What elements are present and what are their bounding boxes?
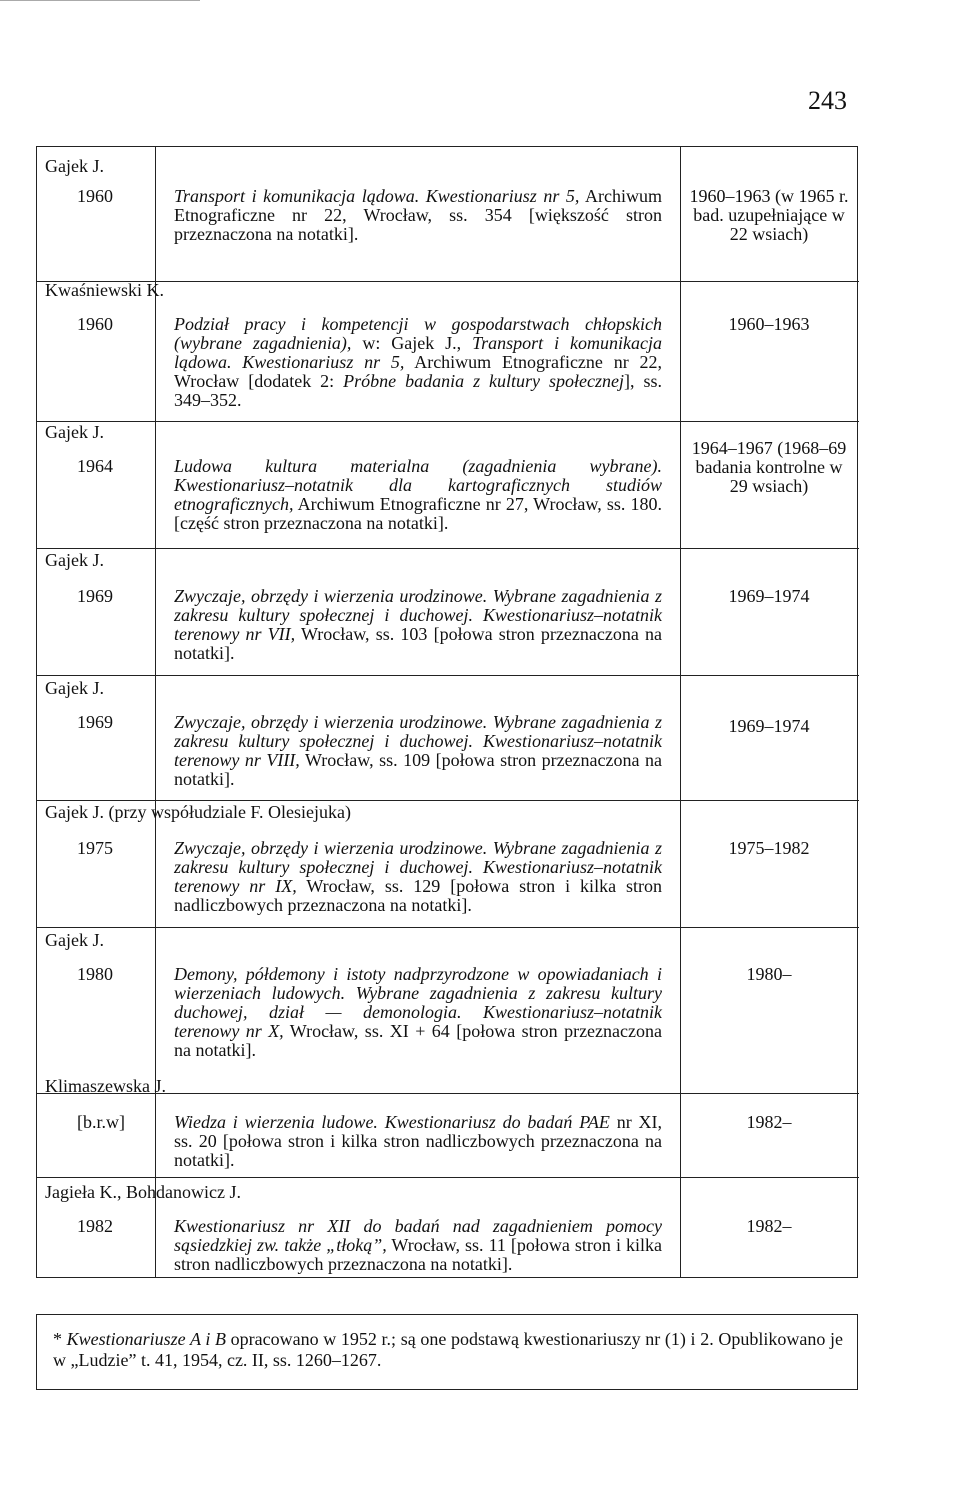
footnote-marker: *: [53, 1329, 67, 1349]
entry-details: Archiwum Etnograficzne nr 27, Wrocław, ss. 180. [część stron przeznaczona na notatki].: [174, 494, 662, 533]
row-divider: [37, 927, 859, 928]
entry-author: Kwaśniewski K.: [45, 280, 164, 300]
entry-title: Transport i komunikacja lądowa. Kwestionariusz nr 5,: [174, 186, 580, 206]
bibliography-table: [36, 146, 858, 1278]
entry-description: [174, 713, 662, 789]
entry-description: [174, 1217, 662, 1274]
entry-details: Wrocław, ss. XI + 64 [połowa stron przeznaczona na notatki].: [174, 1021, 662, 1060]
entry-author: Gajek J.: [45, 930, 104, 950]
entry-pages: ], ss. 349–352.: [174, 371, 662, 410]
entry-year: 1980: [77, 964, 113, 984]
entry-author: Gajek J.: [45, 156, 104, 176]
entry-title: Demony, półdemony i istoty nadprzyrodzone w opowiadaniach i wierzeniach ludowych. Wybrane zagadnienia z zakresu kultury duchowej, dział — demonologia. Kwestionariusz–notatnik terenowy nr X,: [174, 964, 662, 1041]
row-divider: [37, 548, 859, 549]
entry-title: Wiedza i wierzenia ludowe. Kwestionariusz do badań PAE: [174, 1112, 610, 1132]
entry-details-cited: Archiwum Etnograficzne nr 22, Wrocław [dodatek 2:: [174, 352, 662, 391]
entry-description: [174, 1113, 662, 1170]
entry-research-period: 1980–: [746, 964, 792, 984]
entry-year: [b.r.w]: [77, 1112, 125, 1132]
top-edge-rule: [0, 0, 200, 1]
entry-research-period: 1969–1974: [728, 716, 810, 736]
entry-title: Zwyczaje, obrzędy i wierzenia urodzinowe. Wybrane zagadnienia z zakresu kultury społecznej i duchowej. Kwestionariusz–notatnik terenowy nr IX,: [174, 838, 662, 896]
entry-details: nr XI, ss. 20 [połowa stron i kilka stron nadliczbowych przeznaczona na notatki].: [174, 1112, 662, 1170]
row-divider: [37, 1177, 859, 1178]
entry-description: [174, 187, 662, 244]
entry-title: Ludowa kultura materialna (zagadnienia wybrane). Kwestionariusz–notatnik dla kartograficznych studiów etnograficznych,: [174, 456, 662, 514]
entry-author: Gajek J.: [45, 550, 104, 570]
entry-details: Wrocław, ss. 103 [połowa stron przeznaczona na notatki].: [174, 624, 662, 663]
entry-author: Jagieła K., Bohdanowicz J.: [45, 1182, 241, 1202]
row-divider: [37, 800, 859, 801]
entry-author: Gajek J.: [45, 678, 104, 698]
entry-research-period: 1975–1982: [728, 838, 810, 858]
entry-title-cited: Transport i komunikacja lądowa. Kwestionariusz nr 5,: [174, 333, 662, 372]
entry-details: Wrocław, ss. 129 [połowa stron i kilka stron nadliczbowych przeznaczona na notatki].: [174, 876, 662, 915]
entry-research-period: 1969–1974: [728, 586, 810, 606]
entry-appendix-title: Próbne badania z kultury społecznej: [343, 371, 624, 391]
column-divider-year: [155, 147, 156, 1277]
footnote-box: [36, 1314, 858, 1390]
entry-research-period: 1960–1963: [728, 314, 810, 334]
entry-description: [174, 315, 662, 410]
entry-description: [174, 587, 662, 663]
entry-research-period: 1982–: [746, 1216, 792, 1236]
entry-details: w: Gajek J.,: [351, 333, 473, 353]
entry-year: 1975: [77, 838, 113, 858]
entry-research-period: 1964–1967 (1968–69 badania kontrolne w 29 wsiach): [691, 438, 847, 496]
row-divider: [37, 421, 859, 422]
entry-research-period: 1960–1963 (w 1965 r. bad. uzupełniające w 22 wsiach): [689, 186, 849, 244]
entry-year: 1964: [77, 456, 113, 476]
footnote-body: opracowano w 1952 r.; są one podstawą kwestionariuszy nr (1) i 2. Opublikowano je w „Ludzie” t. 41, 1954, cz. II, ss. 1260–1267.: [53, 1329, 844, 1370]
entry-details: Archiwum Etnograficzne nr 22, Wrocław, ss. 354 [większość stron przeznaczona na notatki].: [174, 186, 662, 244]
entry-author: Gajek J. (przy współudziale F. Olesiejuka): [45, 802, 351, 822]
entry-title: Podział pracy i kompetencji w gospodarstwach chłopskich (wybrane zagadnienia),: [174, 314, 662, 353]
entry-description: [174, 965, 662, 1060]
entry-year: 1960: [77, 186, 113, 206]
entry-title: Zwyczaje, obrzędy i wierzenia urodzinowe. Wybrane zagadnienia z zakresu kultury społecznej i duchowej. Kwestionariusz–notatnik terenowy nr VII,: [174, 586, 662, 644]
entry-research-period: 1982–: [746, 1112, 792, 1132]
entry-title: Zwyczaje, obrzędy i wierzenia urodzinowe. Wybrane zagadnienia z zakresu kultury społecznej i duchowej. Kwestionariusz–notatnik terenowy nr VIII,: [174, 712, 662, 770]
entry-details: Wrocław, ss. 11 [połowa stron i kilka stron nadliczbowych przeznaczona na notatki].: [174, 1235, 662, 1274]
row-divider: [37, 675, 859, 676]
entry-year: 1982: [77, 1216, 113, 1236]
entry-description: [174, 839, 662, 915]
entry-author: Gajek J.: [45, 422, 104, 442]
entry-year: 1969: [77, 712, 113, 732]
entry-description: [174, 457, 662, 533]
entry-details: Wrocław, ss. 109 [połowa stron przeznaczona na notatki].: [174, 750, 662, 789]
footnote-italic-term: Kwestionariusze A i B: [66, 1329, 226, 1349]
entry-title: Kwestionariusz nr XII do badań nad zagadnieniem pomocy sąsiedzkiej zw. także „tłoką”,: [174, 1216, 662, 1255]
footnote-text: [53, 1329, 843, 1371]
column-divider-range: [680, 147, 681, 1277]
entry-year: 1960: [77, 314, 113, 334]
entry-author: Klimaszewska J.: [45, 1076, 166, 1096]
page-number: 243: [808, 86, 847, 115]
entry-year: 1969: [77, 586, 113, 606]
